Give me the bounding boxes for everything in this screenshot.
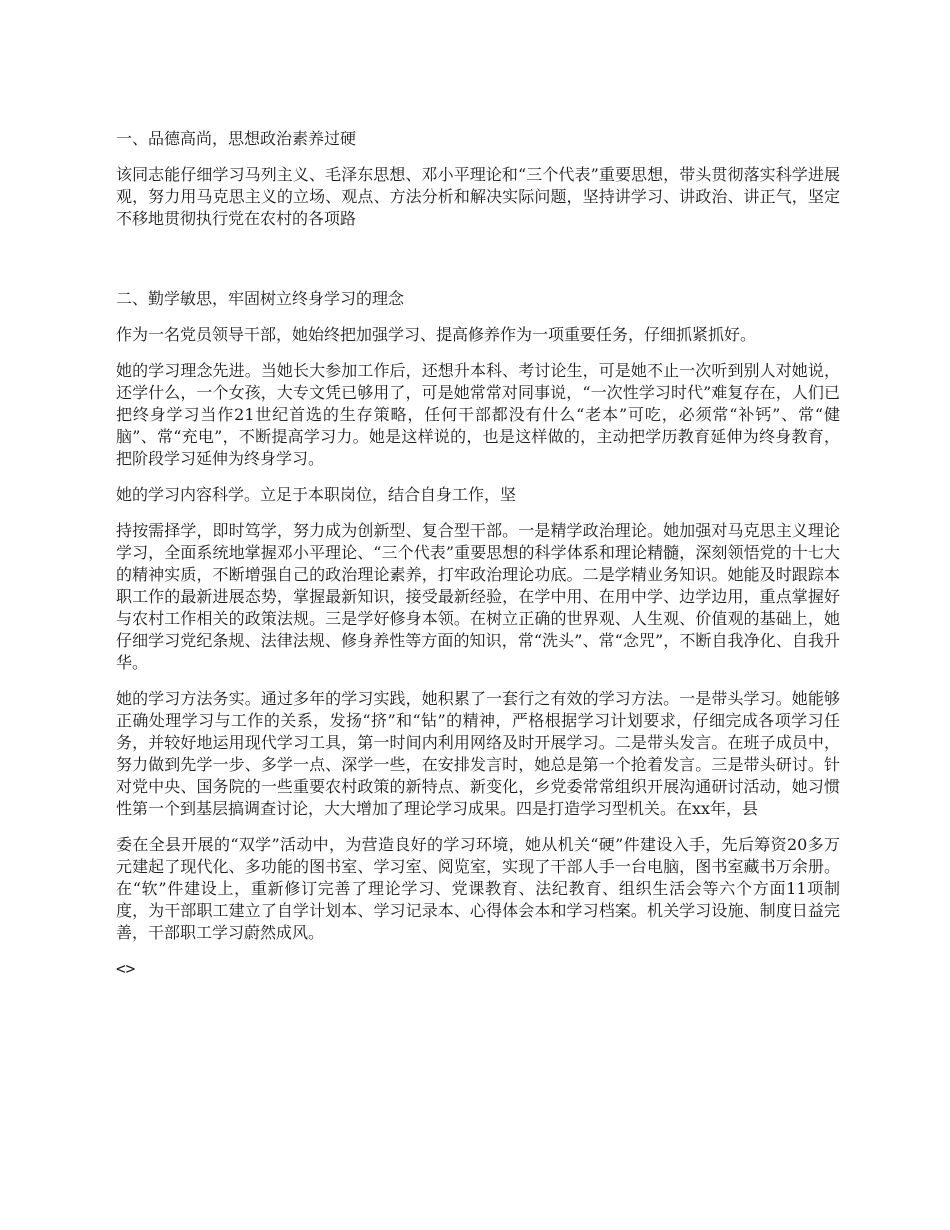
paragraph: 作为一名党员领导干部，她始终把加强学习、提高修养作为一项重要任务，仔细抓紧抓好。 — [116, 325, 757, 344]
paragraph: 该同志能仔细学习马列主义、毛泽东思想、邓小平理论和“三个代表”重要思想，带头贯彻落实科学进展观，努力用马克思主义的立场、观点、方法分析和解决实际问题，坚持讲学习、讲政治、讲正气，坚定不移地贯彻执行党在农村的各项路 — [116, 165, 840, 228]
paragraph: 她的学习内容科学。立足于本职岗位，结合自身工作，坚 — [116, 485, 517, 504]
paragraph: 委在全县开展的“双学”活动中，为营造良好的学习环境，她从机关“硬”件建设入手，先后筹资20多万元建起了现代化、多功能的图书室、学习室、阅览室，实现了干部人手一台电脑，图书室藏书万余册。在“软”件建设上，重新修订完善了理论学习、党课教育、法纪教育、组织生活会等六个方面11项制度，为干部职工建立了自学计划本、学习记录本、心得体会本和学习档案。机关学习设施、制度日益完善，干部职工学习蔚然成风。 — [116, 835, 840, 942]
document-page — [116, 128, 840, 980]
section-spacer — [116, 244, 840, 288]
paragraph: 持按需择学，即时笃学，努力成为创新型、复合型干部。一是精学政治理论。她加强对马克思主义理论学习，全面系统地掌握邓小平理论、“三个代表”重要思想的科学体系和理论精髓，深刻领悟党的十七大的精神实质，不断增强自己的政治理论素养，打牢政治理论功底。二是学精业务知识。她能及时跟踪本职工作的最新进展态势，掌握最新知识，接受最新经验，在学中用、在用中学、边学边用，重点掌握好与农村工作相关的政策法规。三是学好修身本领。在树立正确的世界观、人生观、价值观的基础上，她仔细学习党纪条规、法律法规、修身养性等方面的知识，常“洗头”、常“念咒”，不断自我净化、自我升华。 — [116, 521, 840, 672]
trailing-marker: <> — [116, 959, 136, 978]
section-heading-1: 一、品德高尚，思想政治素养过硬 — [116, 129, 357, 148]
paragraph: 她的学习理念先进。当她长大参加工作后，还想升本科、考讨论生，可是她不止一次听到别人对她说，还学什么，一个女孩，大专文凭已够用了，可是她常常对同事说，“一次性学习时代”难复存在，人们已把终身学习当作21世纪首选的生存策略，任何干部都没有什么“老本”可吃，必须常“补钙”、常“健脑”、常“充电”，不断提高学习力。她是这样说的，也是这样做的，主动把学历教育延伸为终身教育，把阶段学习延伸为终身学习。 — [116, 361, 840, 468]
paragraph: 她的学习方法务实。通过多年的学习实践，她积累了一套行之有效的学习方法。一是带头学习。她能够正确处理学习与工作的关系，发扬“挤”和“钻”的精神，严格根据学习计划要求，仔细完成各项学习任务，并较好地运用现代学习工具，第一时间内利用网络及时开展学习。二是带头发言。在班子成员中，努力做到先学一步、多学一点、深学一些，在安排发言时，她总是第一个抢着发言。三是带头研讨。针对党中央、国务院的一些重要农村政策的新特点、新变化，乡党委常常组织开展沟通研讨活动，她习惯性第一个到基层搞调查讨论，大大增加了理论学习成果。四是打造学习型机关。在xx年，县 — [116, 689, 840, 818]
section-heading-2: 二、勤学敏思，牢固树立终身学习的理念 — [116, 289, 405, 308]
